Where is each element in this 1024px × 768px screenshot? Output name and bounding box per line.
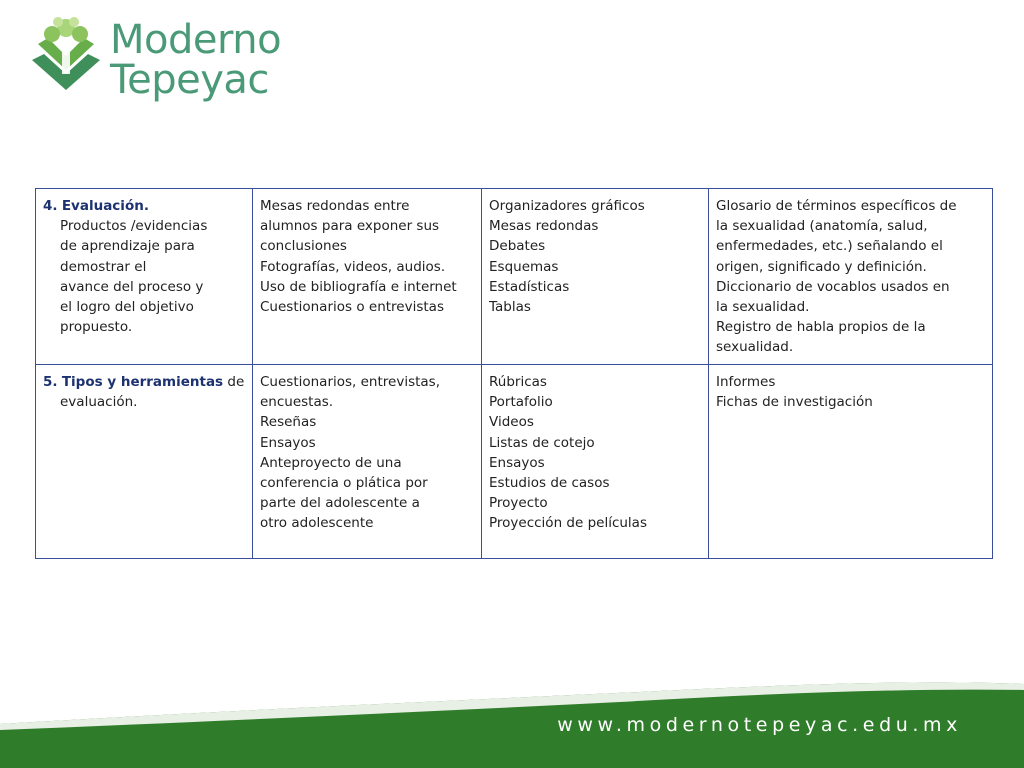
cell-line: Proyección de películas <box>489 515 647 532</box>
cell-line: Mesas redondas entre <box>260 198 410 214</box>
cell-line: parte del adolescente a <box>260 495 420 512</box>
row-header-line: propuesto. <box>60 319 133 336</box>
cell-line: Diccionario de vocablos usados en <box>716 278 950 295</box>
cell-line: Organizadores gráficos <box>489 198 645 214</box>
cell-line: Estudios de casos <box>489 475 610 492</box>
cell-line: Uso de bibliografía e internet <box>260 278 457 295</box>
row-title-suffix: de <box>223 374 245 390</box>
row-header-line: avance del proceso y <box>60 278 204 295</box>
row-title: Evaluación. <box>61 198 149 214</box>
cell-line: Portafolio <box>489 394 553 411</box>
cell-activities <box>253 365 482 559</box>
row-title: Tipos y herramientas <box>61 374 224 390</box>
cell-line: Reseñas <box>260 414 317 431</box>
row-header-cell <box>36 365 253 559</box>
table-row <box>36 189 993 365</box>
cell-line: Estadísticas <box>489 278 570 295</box>
cell-tools <box>482 365 709 559</box>
cell-line: Glosario de términos específicos de <box>716 198 957 214</box>
cell-line: Cuestionarios o entrevistas <box>260 299 444 316</box>
brand-name-line1: Moderno <box>110 17 282 63</box>
cell-line: Videos <box>489 414 534 431</box>
cell-line: Proyecto <box>489 495 548 512</box>
row-header-title <box>43 372 246 392</box>
cell-line: Listas de cotejo <box>489 434 595 451</box>
row-number: 4. <box>43 198 58 214</box>
cell-line: Informes <box>716 374 776 390</box>
cell-line: Tablas <box>489 299 531 316</box>
row-header-line: el logro del objetivo <box>60 299 194 316</box>
cell-line: encuestas. <box>260 394 334 411</box>
cell-line: sexualidad. <box>716 339 794 356</box>
cell-line: alumnos para exponer sus <box>260 218 440 235</box>
cell-line: la sexualidad. <box>716 299 810 316</box>
row-header-line: demostrar el <box>60 258 147 275</box>
brand-logo <box>28 14 318 103</box>
cell-products <box>709 189 993 365</box>
cell-products <box>709 365 993 559</box>
row-header-title <box>43 196 246 216</box>
cell-line: Ensayos <box>260 434 316 451</box>
cell-line: la sexualidad (anatomía, salud, <box>716 218 928 235</box>
cell-line: Ensayos <box>489 454 545 471</box>
evaluation-table <box>35 188 993 559</box>
tree-logo-icon <box>28 14 104 94</box>
brand-name-line2: Tepeyac <box>110 57 269 103</box>
row-number: 5. <box>43 374 58 390</box>
row-header-cell <box>36 189 253 365</box>
row-header-line: Productos /evidencias <box>60 218 208 235</box>
cell-line: Registro de habla propios de la <box>716 319 926 336</box>
cell-line: Mesas redondas <box>489 218 599 235</box>
cell-line: Debates <box>489 238 546 255</box>
cell-line: enfermedades, etc.) señalando el <box>716 238 943 255</box>
row-header-line: de aprendizaje para <box>60 238 195 255</box>
row-header-line: evaluación. <box>60 394 138 411</box>
cell-line: Anteproyecto de una <box>260 454 402 471</box>
cell-line: origen, significado y definición. <box>716 258 927 275</box>
table-row <box>36 365 993 559</box>
cell-tools <box>482 189 709 365</box>
brand-name <box>110 17 282 103</box>
website-url-link[interactable]: www.modernotepeyac.edu.mx <box>557 714 962 736</box>
cell-line: conclusiones <box>260 238 347 255</box>
cell-line: conferencia o plática por <box>260 475 428 492</box>
cell-line: Fotografías, videos, audios. <box>260 258 446 275</box>
cell-activities <box>253 189 482 365</box>
cell-line: otro adolescente <box>260 515 374 532</box>
cell-line: Rúbricas <box>489 374 547 390</box>
cell-line: Cuestionarios, entrevistas, <box>260 374 441 390</box>
cell-line: Esquemas <box>489 258 559 275</box>
cell-line: Fichas de investigación <box>716 394 873 411</box>
